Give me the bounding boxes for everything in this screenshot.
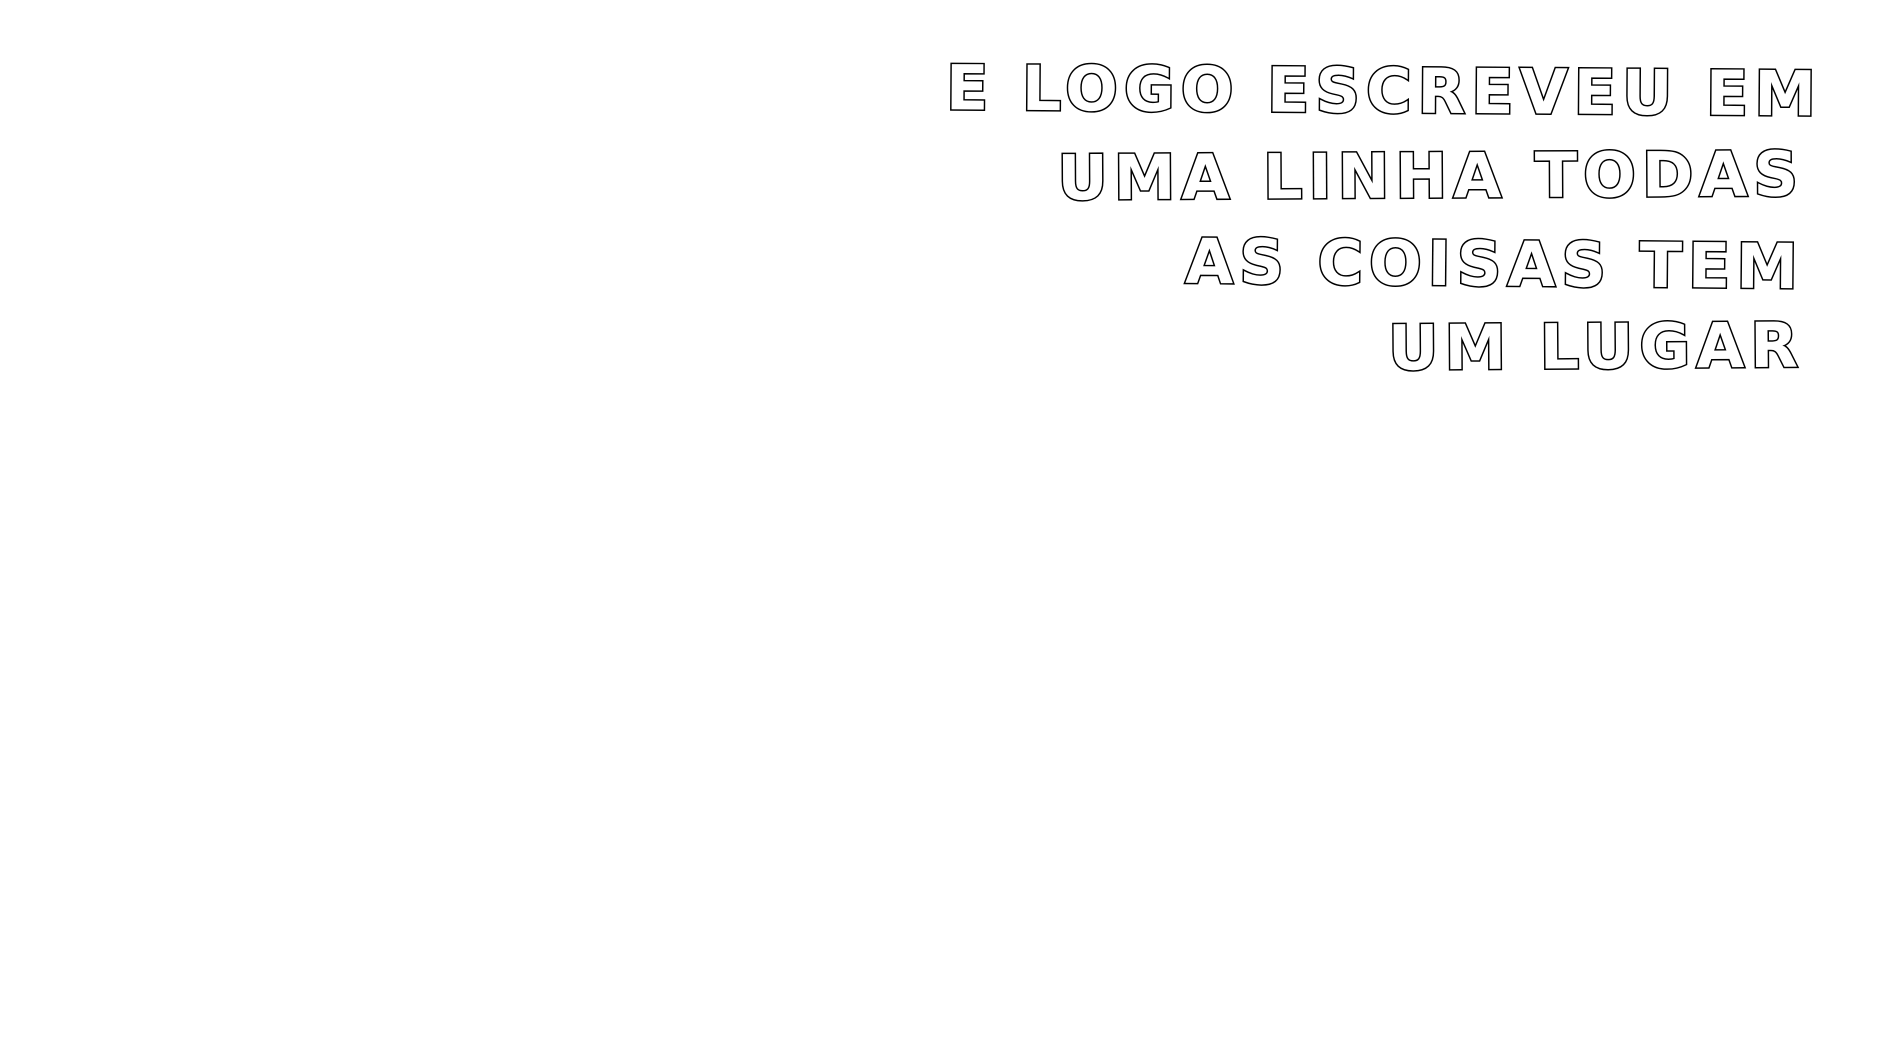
caption-line-3: AS COISAS TEM xyxy=(1184,224,1805,304)
caption-line-4: UM LUGAR xyxy=(1387,308,1805,385)
caption-line-1: E LOGO ESCREVEU EM xyxy=(945,51,1823,131)
handwritten-caption xyxy=(844,48,1823,392)
caption-line-2: UMA LINHA TODAS xyxy=(1057,137,1805,215)
